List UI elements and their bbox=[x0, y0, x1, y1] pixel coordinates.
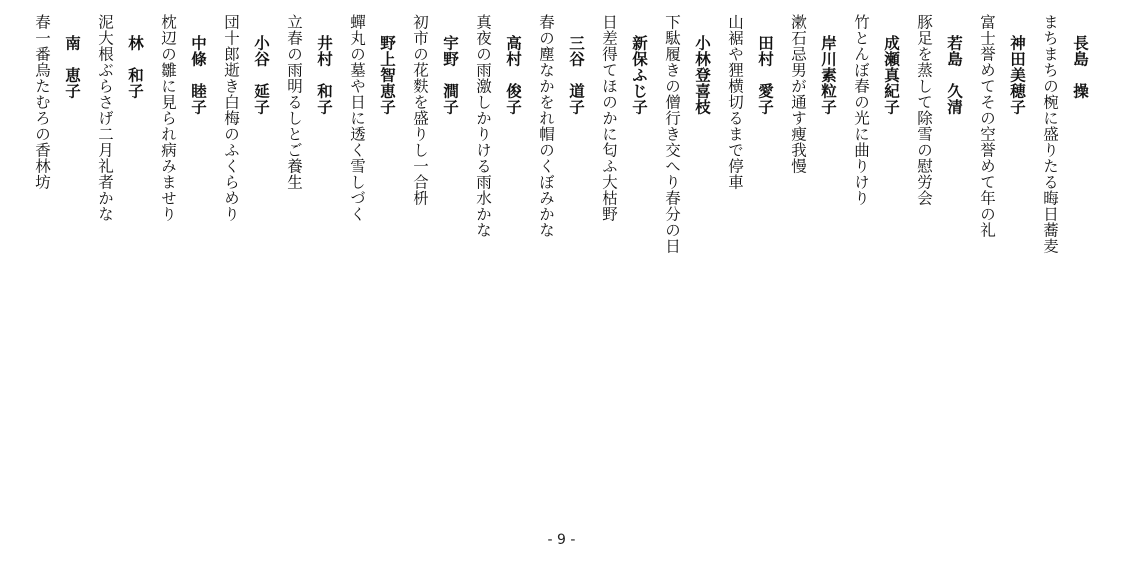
haiku-text: 立春の雨明るしとご養生 bbox=[285, 14, 303, 190]
haiku-text: 春の塵なかをれ帽のくぼみかな bbox=[537, 14, 555, 238]
haiku-entry bbox=[150, 14, 213, 314]
haiku-author: 井村 和子 bbox=[315, 35, 333, 115]
haiku-text: 山裾や狸横切るまで停車 bbox=[726, 14, 744, 190]
haiku-entry bbox=[465, 14, 528, 314]
haiku-entry bbox=[213, 14, 276, 314]
haiku-entry bbox=[780, 14, 843, 314]
haiku-author: 神田美穂子 bbox=[1008, 35, 1026, 115]
haiku-author: 岸川素粒子 bbox=[819, 35, 837, 115]
haiku-author: 成瀬真紀子 bbox=[882, 35, 900, 115]
haiku-text: 豚足を蒸して除雪の慰労会 bbox=[915, 14, 933, 206]
haiku-author: 若島 久清 bbox=[945, 35, 963, 115]
haiku-text: まちまちの椀に盛りたる晦日蕎麦 bbox=[1041, 14, 1059, 254]
haiku-entry bbox=[591, 14, 654, 314]
haiku-text: 枕辺の雛に見られ病みませり bbox=[159, 14, 177, 222]
haiku-text: 漱石忌男が通す痩我慢 bbox=[789, 14, 807, 174]
haiku-entry bbox=[339, 14, 402, 314]
haiku-text: 富士誉めてその空誉めて年の礼 bbox=[978, 14, 996, 238]
haiku-entry bbox=[654, 14, 717, 314]
haiku-entries bbox=[24, 14, 1095, 314]
haiku-text: 蟬丸の墓や日に透く雪しづく bbox=[348, 14, 366, 222]
haiku-author: 中條 睦子 bbox=[189, 35, 207, 115]
haiku-text: 竹とんぼ春の光に曲りけり bbox=[852, 14, 870, 206]
haiku-author: 高村 俊子 bbox=[504, 35, 522, 115]
haiku-author: 林 和子 bbox=[126, 35, 144, 99]
haiku-text: 真夜の雨激しかりける雨水かな bbox=[474, 14, 492, 238]
page-number: - 9 - bbox=[547, 532, 576, 548]
haiku-text: 日差得てほのかに匂ふ大枯野 bbox=[600, 14, 618, 222]
haiku-entry bbox=[24, 14, 87, 314]
haiku-author: 三谷 道子 bbox=[567, 35, 585, 115]
haiku-author: 新保ふじ子 bbox=[630, 35, 648, 115]
haiku-text: 団十郎逝き白梅のふくらめり bbox=[222, 14, 240, 222]
haiku-text: 泥大根ぶらさげ二月礼者かな bbox=[96, 14, 114, 222]
haiku-author: 小谷 延子 bbox=[252, 35, 270, 115]
haiku-entry bbox=[843, 14, 906, 314]
haiku-entry bbox=[87, 14, 150, 314]
haiku-text: 春一番烏たむろの香林坊 bbox=[33, 14, 51, 190]
haiku-text: 下駄履きの僧行き交へり春分の日 bbox=[663, 14, 681, 254]
haiku-entry bbox=[276, 14, 339, 314]
haiku-entry bbox=[1032, 14, 1095, 314]
haiku-author: 野上智恵子 bbox=[378, 35, 396, 115]
haiku-entry bbox=[969, 14, 1032, 314]
haiku-author: 田村 愛子 bbox=[756, 35, 774, 115]
haiku-entry bbox=[906, 14, 969, 314]
haiku-author: 長島 操 bbox=[1071, 35, 1089, 99]
haiku-entry bbox=[402, 14, 465, 314]
haiku-author: 宇野 澗子 bbox=[441, 35, 459, 115]
haiku-entry bbox=[717, 14, 780, 314]
haiku-author: 小林登喜枝 bbox=[693, 35, 711, 115]
haiku-author: 南 恵子 bbox=[63, 35, 81, 99]
haiku-text: 初市の花麩を盛りし一合枡 bbox=[411, 14, 429, 206]
haiku-entry bbox=[528, 14, 591, 314]
